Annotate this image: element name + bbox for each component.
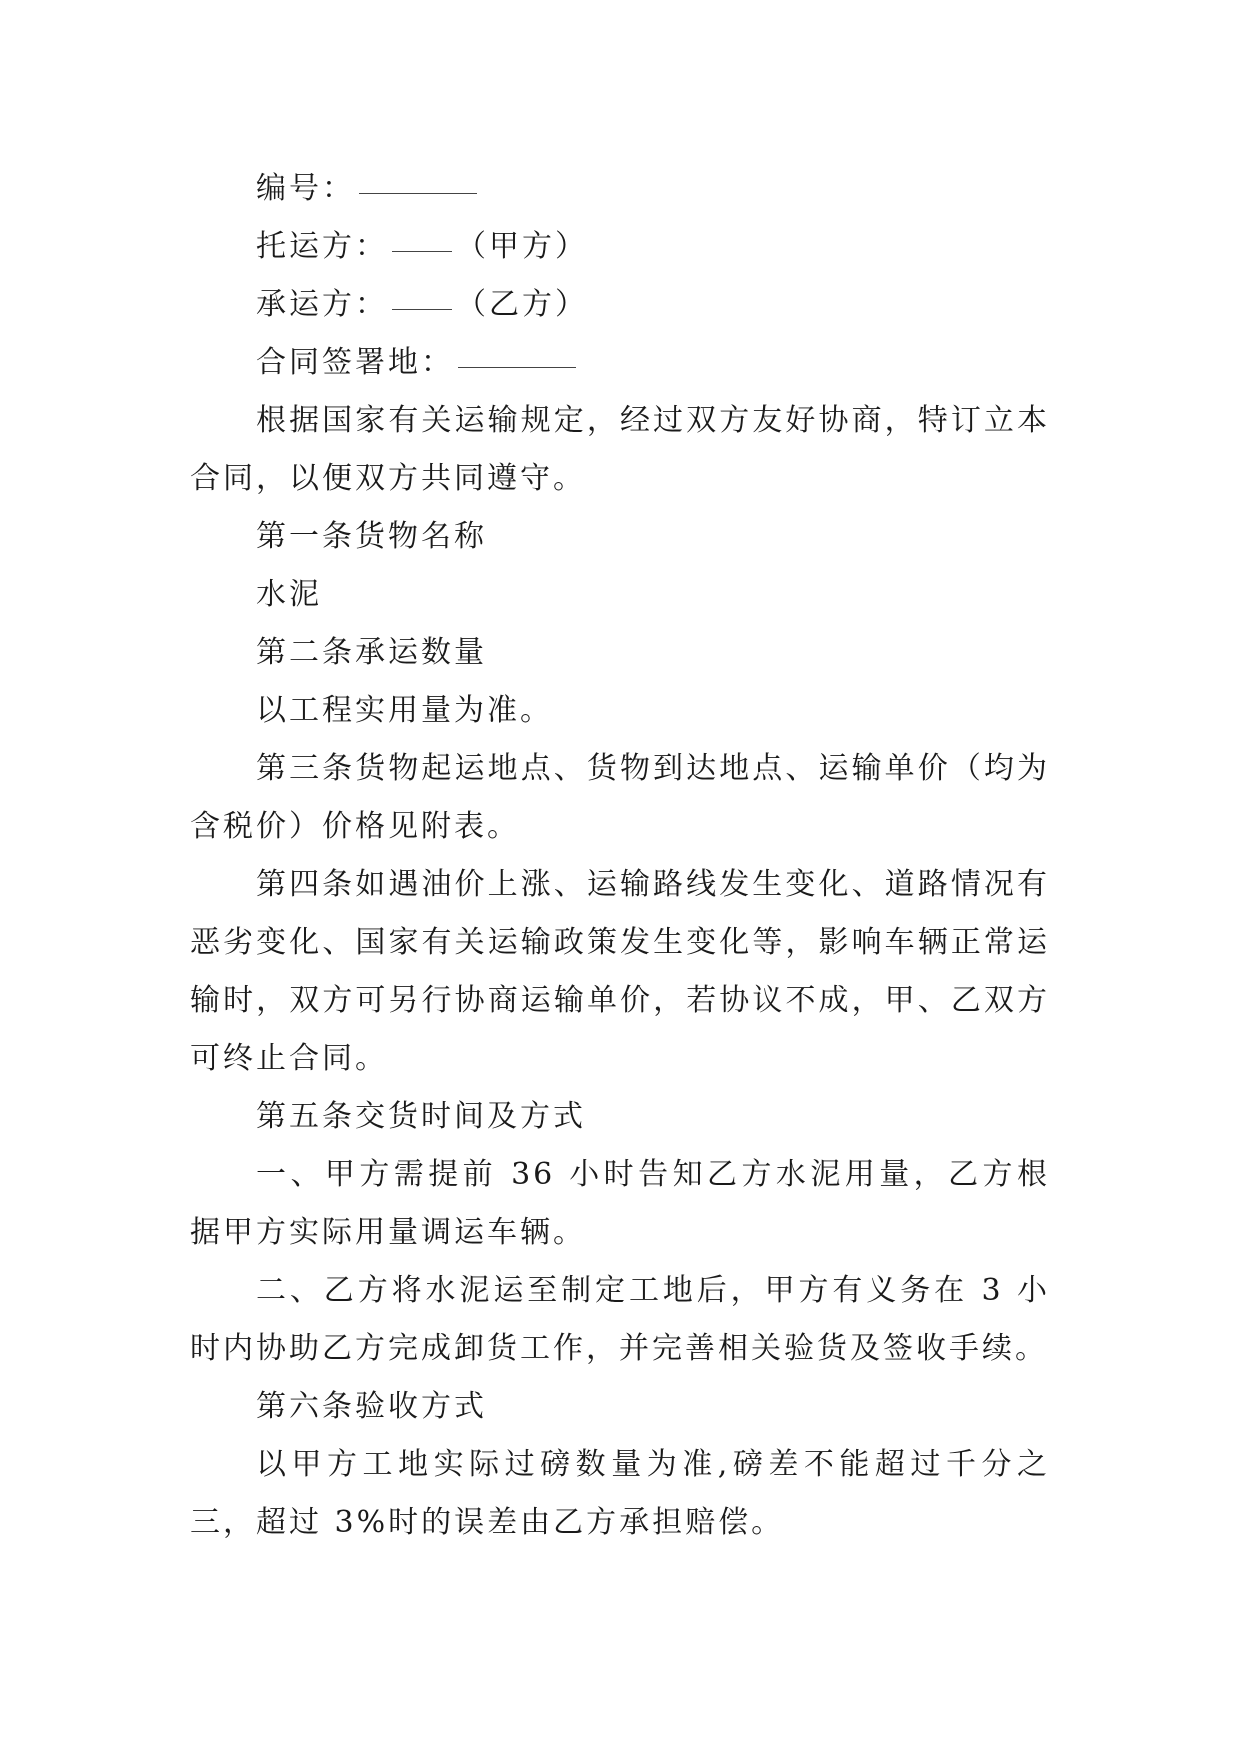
article-6-paragraph: 以甲方工地实际过磅数量为准,磅差不能超过千分之三，超过 3%时的误差由乙方承担赔偿。 bbox=[190, 1447, 1050, 1540]
contract-number-line bbox=[190, 160, 1050, 218]
article-1-body: 水泥 bbox=[256, 577, 322, 612]
carrier-line bbox=[190, 276, 1050, 334]
carrier-suffix: （乙方） bbox=[456, 287, 588, 322]
article-3-paragraph: 第三条货物起运地点、货物到达地点、运输单价（均为含税价）价格见附表。 bbox=[190, 751, 1050, 844]
article-5-item-2: 二、乙方将水泥运至制定工地后，甲方有义务在 3 小时内协助乙方完成卸货工作，并完善相关验货及签收手续。 bbox=[190, 1273, 1050, 1366]
signing-place-label: 合同签署地： bbox=[256, 345, 454, 380]
article-5-title: 第五条交货时间及方式 bbox=[256, 1099, 586, 1134]
shipper-suffix: （甲方） bbox=[456, 229, 588, 264]
article-2-title: 第二条承运数量 bbox=[256, 635, 487, 670]
contract-number-blank bbox=[359, 191, 477, 194]
article-1-title: 第一条货物名称 bbox=[256, 519, 487, 554]
signing-place-line bbox=[190, 334, 1050, 392]
carrier-label: 承运方： bbox=[256, 287, 388, 322]
shipper-blank bbox=[392, 249, 452, 252]
shipper-line bbox=[190, 218, 1050, 276]
intro-paragraph: 根据国家有关运输规定，经过双方友好协商，特订立本合同，以便双方共同遵守。 bbox=[190, 403, 1050, 496]
article-5-item-1: 一、甲方需提前 36 小时告知乙方水泥用量，乙方根据甲方实际用量调运车辆。 bbox=[190, 1157, 1050, 1250]
article-4-paragraph: 第四条如遇油价上涨、运输路线发生变化、道路情况有恶劣变化、国家有关运输政策发生变化等，影响车辆正常运输时，双方可另行协商运输单价，若协议不成，甲、乙双方可终止合同。 bbox=[190, 867, 1050, 1076]
article-6-title: 第六条验收方式 bbox=[256, 1389, 487, 1424]
carrier-blank bbox=[392, 307, 452, 310]
article-2-body: 以工程实用量为准。 bbox=[256, 693, 553, 728]
contract-body bbox=[190, 160, 1050, 1552]
contract-number-label: 编号： bbox=[256, 171, 355, 206]
shipper-label: 托运方： bbox=[256, 229, 388, 264]
signing-place-blank bbox=[458, 365, 576, 368]
